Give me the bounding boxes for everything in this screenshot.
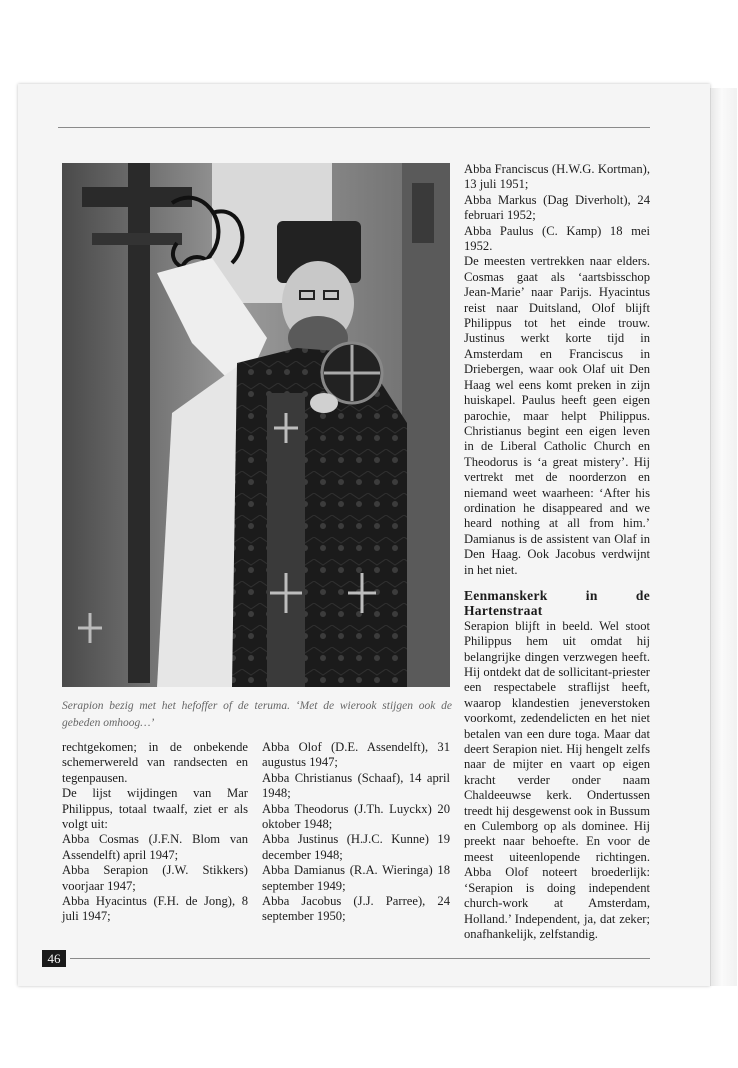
ordination-entry: Abba Justinus (H.J.C. Kunne) 19 december 1948;: [262, 832, 450, 862]
text-column-1: [62, 740, 248, 925]
ordination-entry: Abba Serapion (J.W. Stikkers) voorjaar 1947;: [62, 863, 248, 893]
photo-caption: Serapion bezig met het hefoffer of de teruma. ‘Met de wierook stijgen ook de gebeden omhoog…’: [62, 700, 452, 729]
ordination-entry: Abba Markus (Dag Diverholt), 24 februari 1952;: [464, 192, 650, 223]
text-column-3: [464, 162, 650, 942]
priest-photograph: [62, 163, 450, 687]
ordination-entry: Abba Paulus (C. Kamp) 18 mei 1952.: [464, 223, 650, 254]
page-number: 46: [42, 950, 66, 967]
photograph-image: [62, 163, 450, 687]
ordination-entry: Abba Jacobus (J.J. Parree), 24 september 1950;: [262, 894, 450, 924]
page-stack-edge: [710, 88, 737, 986]
ordination-entry: Abba Franciscus (H.W.G. Kortman), 13 juli 1951;: [464, 162, 650, 192]
paragraph: rechtgekomen; in de onbekende schemerwereld van randsecten en tegenpausen.: [62, 740, 248, 785]
paragraph: Serapion blijft in beeld. Wel stoot Philippus hem uit omdat hij belangrijke dingen verzwegen heeft. Hij ontdekt dat de sollicitant-priester een respectabele straflijst heeft, waarop klandestien jeneverstoken voorkomt, zedendelicten en het niet betalen van een dure toga. Maar dat deert Serapion niet. Hij hengelt zelfs naar de mijter en vaart op eigen kracht verder onder naam Chaldeeuwse kerk. Ondertussen treedt hij desgewenst ook in Bussum en Culemborg op als dominee. Hij preekt naar behoefte. En voor de meest uiteenlopende richtingen. Abba Olof noteert broederlijk: ‘Serapion is doing independent church-work at Amsterdam, Holland.’ Independent, ja, dat zeker; onafhankelijk, zelfstandig.: [464, 618, 650, 941]
ordination-entry: Abba Hyacintus (F.H. de Jong), 8 juli 1947;: [62, 894, 248, 924]
ordination-entry: Abba Cosmas (J.F.N. Blom van Assendelft) april 1947;: [62, 832, 248, 862]
ordination-entry: Abba Christianus (Schaaf), 14 april 1948;: [262, 770, 450, 801]
ordination-entry: Abba Damianus (R.A. Wieringa) 18 september 1949;: [262, 863, 450, 893]
paragraph: De lijst wijdingen van Mar Philippus, totaal twaalf, ziet er als volgt uit:: [62, 786, 248, 832]
ordination-entry: Abba Theodorus (J.Th. Luyckx) 20 oktober 1948;: [262, 801, 450, 832]
text-column-2: [262, 740, 450, 925]
section-heading: Eenmanskerk in de Hartenstraat: [464, 587, 650, 619]
header-rule: [58, 127, 650, 128]
paragraph: De meesten vertrekken naar elders. Cosmas gaat als ‘aartsbisschop Jean-Marie’ naar Parijs. Hyacintus reist naar Duitsland, Olof blijft Philippus tot het einde trouw. Justinus werkt korte tijd in Amsterdam en Franciscus in Driebergen, waar ook Olaf uit Den Haag wel eens komt preken in zijn huiskapel. Paulus heeft geen eigen parochie, maar helpt Philippus. Christianus begint een eigen leven in de Liberal Catholic Church en Theodorus is ‘a great mistery’. Hij vertrekt met de noorderzon en niemand weet waarheen: ‘After his ordination he disappeared and we heard nothing at all from him.’ Damianus is de assistent van Olaf in Den Haag. Ook Jacobus verdwijnt in het niet.: [464, 254, 650, 577]
ordination-entry: Abba Olof (D.E. Assendelft), 31 augustus 1947;: [262, 740, 450, 770]
footer-rule: [70, 958, 650, 959]
